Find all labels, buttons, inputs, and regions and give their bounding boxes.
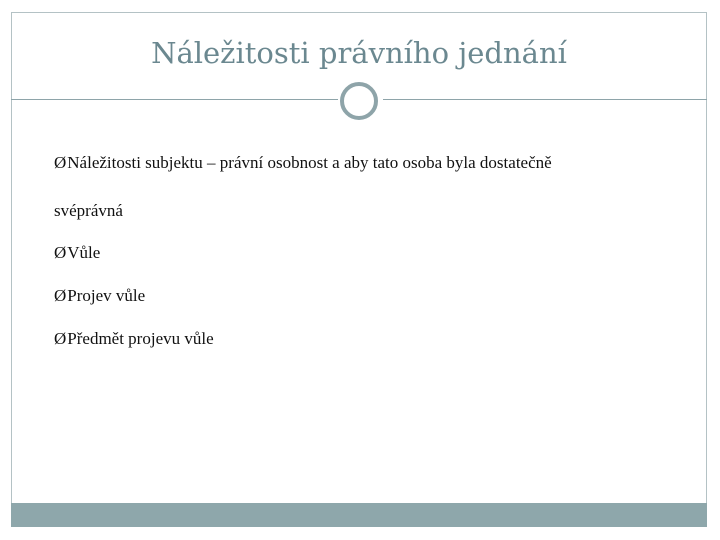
bullet-text: svéprávná (54, 201, 123, 220)
bullet-item (54, 243, 100, 263)
title-divider-right (383, 99, 707, 100)
arrow-bullet-icon: Ø (54, 153, 67, 172)
arrow-bullet-icon: Ø (54, 329, 67, 348)
bullet-text: Vůle (67, 243, 101, 262)
bullet-text: Náležitosti subjektu – právní osobnost a aby tato osoba byla dostatečně (67, 153, 552, 172)
arrow-bullet-icon: Ø (54, 243, 67, 262)
title-divider-left (11, 99, 338, 100)
bullet-text: Projev vůle (67, 286, 146, 305)
bullet-item (54, 286, 145, 306)
circle-ornament-icon (340, 82, 378, 120)
footer-bar (11, 503, 707, 527)
bullet-continuation (54, 201, 123, 221)
bullet-item (54, 153, 552, 173)
arrow-bullet-icon: Ø (54, 286, 67, 305)
slide-title: Náležitosti právního jednání (151, 36, 567, 70)
bullet-text: Předmět projevu vůle (67, 329, 214, 348)
bullet-item (54, 329, 214, 349)
